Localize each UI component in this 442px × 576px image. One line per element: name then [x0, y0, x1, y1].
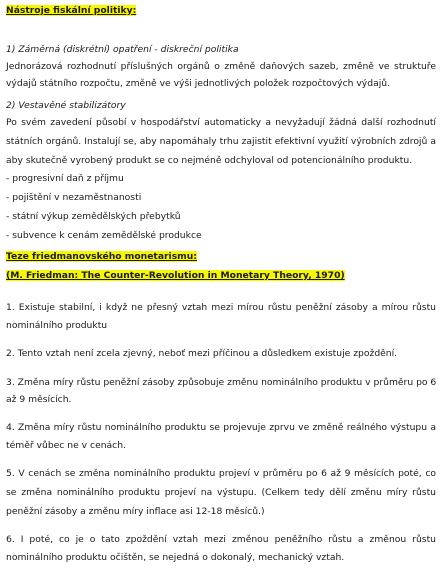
thesis-line: 3. Změna míry růstu peněžní zásoby způsobuje změnu nominálního produktu v průměru po 6 [6, 377, 437, 388]
fiscal-tools-heading: Nástroje fiskální politiky: [6, 5, 137, 16]
thesis-line: 1. Existuje stabilní, i když ne přesný vztah mezi mírou růstu peněžní zásoby a mírou růstu [6, 302, 436, 313]
item1-text-line: Jednorázová rozhodnutí příslušných orgánů o změně daňových sazeb, změně ve struktuře [6, 61, 436, 72]
item1-title: 1) Záměrná (diskrétní) opatření - diskreční politika [6, 44, 239, 55]
thesis-line: 5. V cenách se změna nominálního produktu projeví v průměru po 6 až 9 měsících poté, co [6, 468, 436, 479]
thesis-line: se změna nominálního produktu projeví na výstupu. (Celkem tedy dělí změnu míry růstu [6, 487, 436, 498]
stabilizer-list-item: - subvence k cenám zemědělské produkce [6, 230, 202, 241]
thesis-line: 2. Tento vztah není zcela zjevný, neboť mezi příčinou a důsledkem existuje zpoždění. [6, 348, 398, 359]
stabilizer-list-item: - státní výkup zemědělských přebytků [6, 211, 181, 222]
thesis-line: 6. I poté, co je o tato zpoždění vztah mezi změnou peněžního růstu a změnou růstu [6, 534, 436, 545]
stabilizer-list-item: - pojištění v nezaměstnanosti [6, 192, 142, 203]
item2-text-line: aby skutečně vyrobený produkt se co nejméně odchyloval od potencionálního produktu. [6, 155, 413, 166]
thesis-line: 4. Změna míry růstu nominálního produktu se projevuje zprvu ve změně reálného výstupu a [6, 422, 436, 433]
stabilizer-list-item: - progresivní daň z příjmu [6, 173, 124, 184]
thesis-line: téměř vůbec ne v cenách. [6, 440, 126, 451]
item2-title: 2) Vestavěné stabilizátory [6, 100, 126, 111]
monetarism-heading: Teze friedmanovského monetarismu: [6, 251, 197, 262]
item1-text-line: výdajů státního rozpočtu, změně ve výši jednotlivých položek rozpočtových výdajů. [6, 78, 390, 89]
thesis-line: nominálního produktu [6, 320, 108, 331]
monetarism-source: (M. Friedman: The Counter-Revolution in Monetary Theory, 1970) [6, 270, 345, 281]
thesis-line: nominálního produktu očištěn, se nejedná o dokonalý, mechanický vztah. [6, 552, 345, 563]
item2-text-line: Po svém zavedení působí v hospodářství automaticky a nevyžadují žádná další rozhodnutí [6, 117, 436, 128]
thesis-line: peněžní zásoby a změnu míry inflace asi 12-18 měsíců.) [6, 506, 265, 517]
thesis-line: až 9 měsících. [6, 394, 72, 405]
item2-text-line: státních orgánů. Instalují se, aby napomáhaly trhu zajistit efektivní využití výrobních zdrojů a [6, 136, 436, 147]
